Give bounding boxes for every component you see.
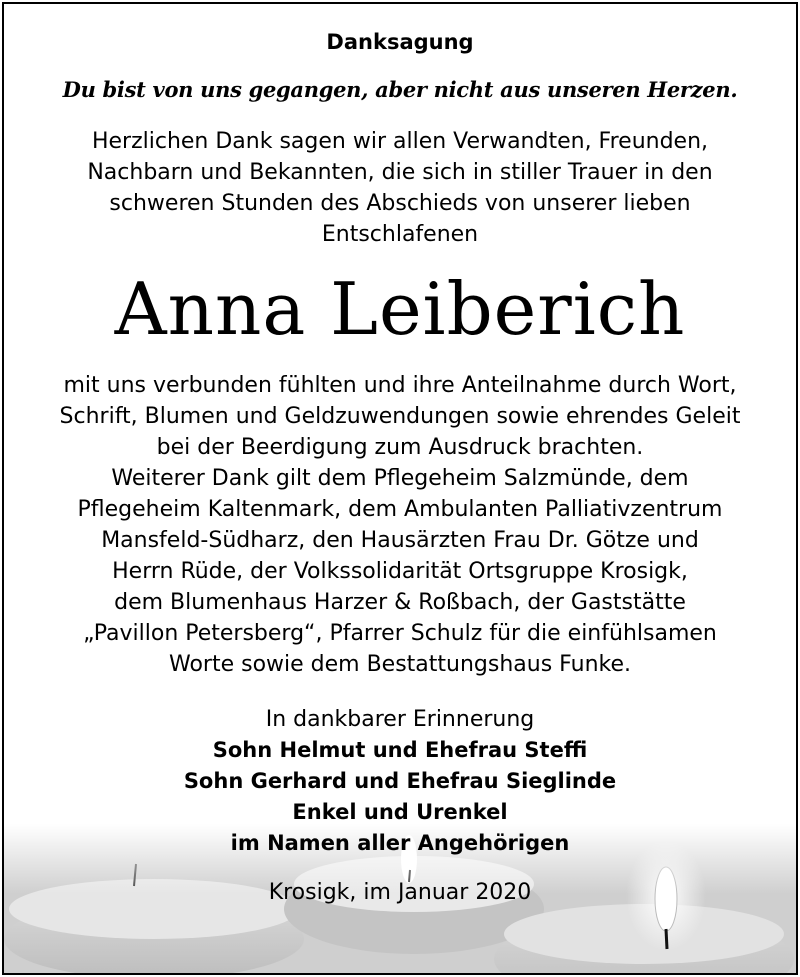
text-line: schweren Stunden des Abschieds von unserer lieben — [109, 191, 691, 216]
text-line: Worte sowie dem Bestattungshaus Funke. — [168, 652, 631, 677]
motto-quote: Du bist von uns gegangen, aber nicht aus unseren Herzen. — [62, 77, 738, 102]
text-line: bei der Beerdigung zum Ausdruck brachten. — [156, 435, 644, 460]
obituary-notice — [2, 2, 798, 975]
text-line: Herzlichen Dank sagen wir allen Verwandten, Freunden, — [91, 129, 709, 154]
text-line: dem Blumenhaus Harzer & Roßbach, der Gaststätte — [114, 590, 686, 615]
notice-heading: Danksagung — [326, 30, 474, 54]
signatory-line: Sohn Helmut und Ehefrau Steffi — [212, 738, 588, 762]
text-line: Herrn Rüde, der Volkssolidarität Ortsgruppe Krosigk, — [112, 559, 688, 584]
text-line: Pflegeheim Kaltenmark, dem Ambulanten Palliativzentrum — [77, 497, 723, 522]
signature-block — [4, 704, 796, 859]
place-date: Krosigk, im Januar 2020 — [268, 880, 532, 905]
text-line: Nachbarn und Bekannten, die sich in stiller Trauer in den — [87, 160, 713, 185]
text-line: Entschlafenen — [321, 222, 479, 247]
signatory-line: Sohn Gerhard und Ehefrau Sieglinde — [183, 769, 617, 793]
text-line: Schrift, Blumen und Geldzuwendungen sowie ehrendes Geleit — [59, 404, 741, 429]
text-line: Mansfeld-Südharz, den Hausärzten Frau Dr. Götze und — [101, 528, 699, 553]
closing-line: In dankbarer Erinnerung — [265, 707, 535, 732]
deceased-name: Anna Leiberich — [114, 267, 686, 351]
signatory-line: im Namen aller Angehörigen — [230, 831, 570, 855]
signatory-line: Enkel und Urenkel — [292, 800, 508, 824]
text-line: „Pavillon Petersberg“, Pfarrer Schulz für die einfühlsamen — [83, 621, 717, 646]
text-line: Weiterer Dank gilt dem Pflegeheim Salzmünde, dem — [111, 466, 689, 491]
intro-paragraph — [4, 126, 796, 250]
text-line: mit uns verbunden fühlten und ihre Anteilnahme durch Wort, — [63, 373, 737, 398]
thanks-paragraph — [4, 370, 796, 680]
